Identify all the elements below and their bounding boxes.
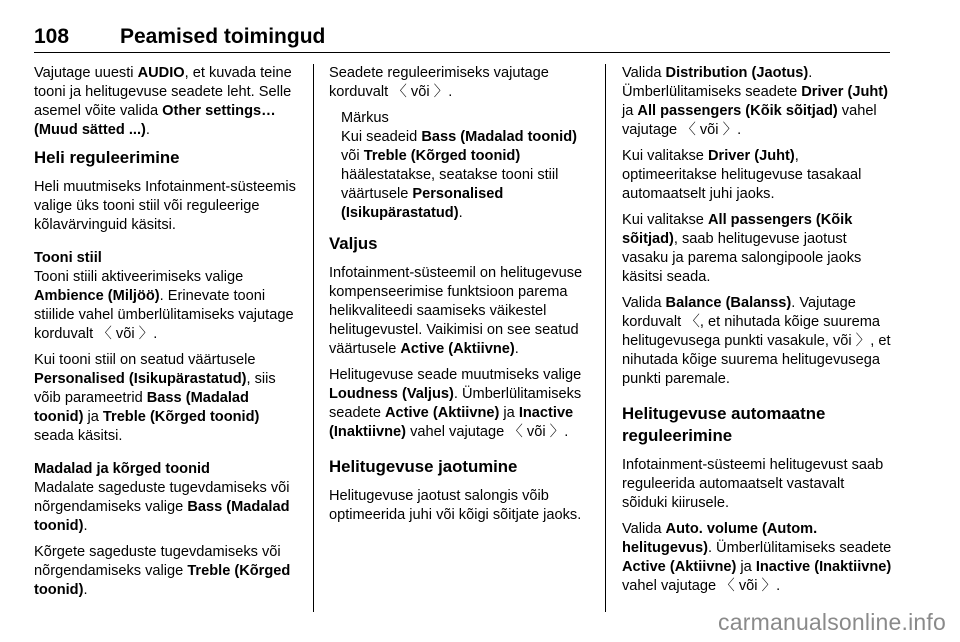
paragraph: Tooni stiili aktiveerimiseks valige Ambience (Miljöö). Erinevate tooni stiilide vahel ümberlülitamiseks vajutage korduvalt 〈 või 〉. bbox=[34, 269, 294, 342]
note-text: Kui seadeid Bass (Madalad toonid) või Treble (Kõrged toonid) häälestatakse, seatakse tooni stiil väärtusele Personalised (Isikupärastatud). bbox=[341, 129, 578, 221]
paragraph: Kui tooni stiil on seatud väärtusele Personalised (Isikupärastatud), siis võib parameetrid Bass (Madalad toonid) ja Treble (Kõrged toonid) seada käsitsi. bbox=[34, 352, 276, 444]
column-middle bbox=[329, 64, 597, 532]
watermark-text: carmanualsonline.info bbox=[718, 609, 946, 635]
paragraph: Valida Auto. volume (Autom. helitugevus). Ümberlülitamiseks seadete Active (Aktiivne) ja Inactive (Inaktiivne) vahel vajutage 〈 või 〉. bbox=[622, 521, 892, 594]
section-heading-valjus: Valjus bbox=[329, 234, 378, 253]
column-right bbox=[622, 64, 892, 603]
paragraph: Seadete reguleerimiseks vajutage korduvalt 〈 või 〉. bbox=[329, 65, 549, 100]
paragraph: Helitugevuse jaotust salongis võib optimeerida juhi või kõigi sõitjate jaoks. bbox=[329, 488, 582, 523]
subheading-tooni-stiil: Tooni stiil bbox=[34, 250, 102, 266]
paragraph: Infotainment-süsteemil on helitugevuse kompenseerimise funktsioon parema helikvaliteedi saamiseks väikestel helitugevustel. Vaikimisi on see seatud väärtusele Active (Aktiivne). bbox=[329, 265, 583, 357]
paragraph: Madalate sageduste tugevdamiseks või nõrgendamiseks valige Bass (Madalad toonid). bbox=[34, 480, 290, 534]
paragraph: Valida Distribution (Jaotus). Ümberlülitamiseks seadete Driver (Juht) ja All passengers (Kõik sõitjad) vahel vajutage 〈 või 〉. bbox=[622, 65, 889, 138]
column-divider bbox=[313, 64, 314, 612]
subheading-madalad: Madalad ja kõrged toonid bbox=[34, 461, 210, 477]
paragraph: Kui valitakse All passengers (Kõik sõitjad), saab helitugevuse jaotust vasaku ja parema salongipoole jaoks käsitsi seada. bbox=[622, 212, 862, 285]
paragraph: Kui valitakse Driver (Juht), optimeeritakse helitugevuse tasakaal automaatselt juhi jaoks. bbox=[622, 148, 862, 202]
column-divider bbox=[605, 64, 606, 612]
section-heading-heli: Heli reguleerimine bbox=[34, 148, 180, 167]
column-left bbox=[34, 64, 302, 607]
paragraph: Heli muutmiseks Infotainment-süsteemis valige üks tooni stiil või reguleerige kõlavärvinguid käsitsi. bbox=[34, 179, 296, 233]
page-title: Peamised toimingud bbox=[120, 25, 326, 48]
note-box bbox=[341, 109, 597, 223]
section-heading-automaatne: Helitugevuse automaatne reguleerimine bbox=[622, 404, 826, 445]
page-header bbox=[34, 22, 890, 53]
paragraph: Valida Balance (Balanss). Vajutage korduvalt 〈, et nihutada kõige suurema helitugevusega punkti vasakule, või 〉, et nihutada kõige suurema helitugevusega punkti paremale. bbox=[622, 295, 891, 387]
paragraph: Vajutage uuesti AUDIO, et kuvada teine tooni ja helitugevuse seadete leht. Selle asemel võite valida Other settings… (Muud sätted ...). bbox=[34, 65, 292, 138]
note-title: Märkus bbox=[341, 110, 389, 126]
paragraph: Kõrgete sageduste tugevdamiseks või nõrgendamiseks valige Treble (Kõrged toonid). bbox=[34, 544, 291, 598]
section-heading-jaotumine: Helitugevuse jaotumine bbox=[329, 457, 518, 476]
paragraph: Helitugevuse seade muutmiseks valige Loudness (Valjus). Ümberlülitamiseks seadete Active (Aktiivne) ja Inactive (Inaktiivne) vahel vajutage 〈 või 〉. bbox=[329, 367, 582, 440]
paragraph: Infotainment-süsteemi helitugevust saab reguleerida automaatselt vastavalt sõiduki kiirusele. bbox=[622, 457, 884, 511]
page-number: 108 bbox=[34, 25, 70, 48]
